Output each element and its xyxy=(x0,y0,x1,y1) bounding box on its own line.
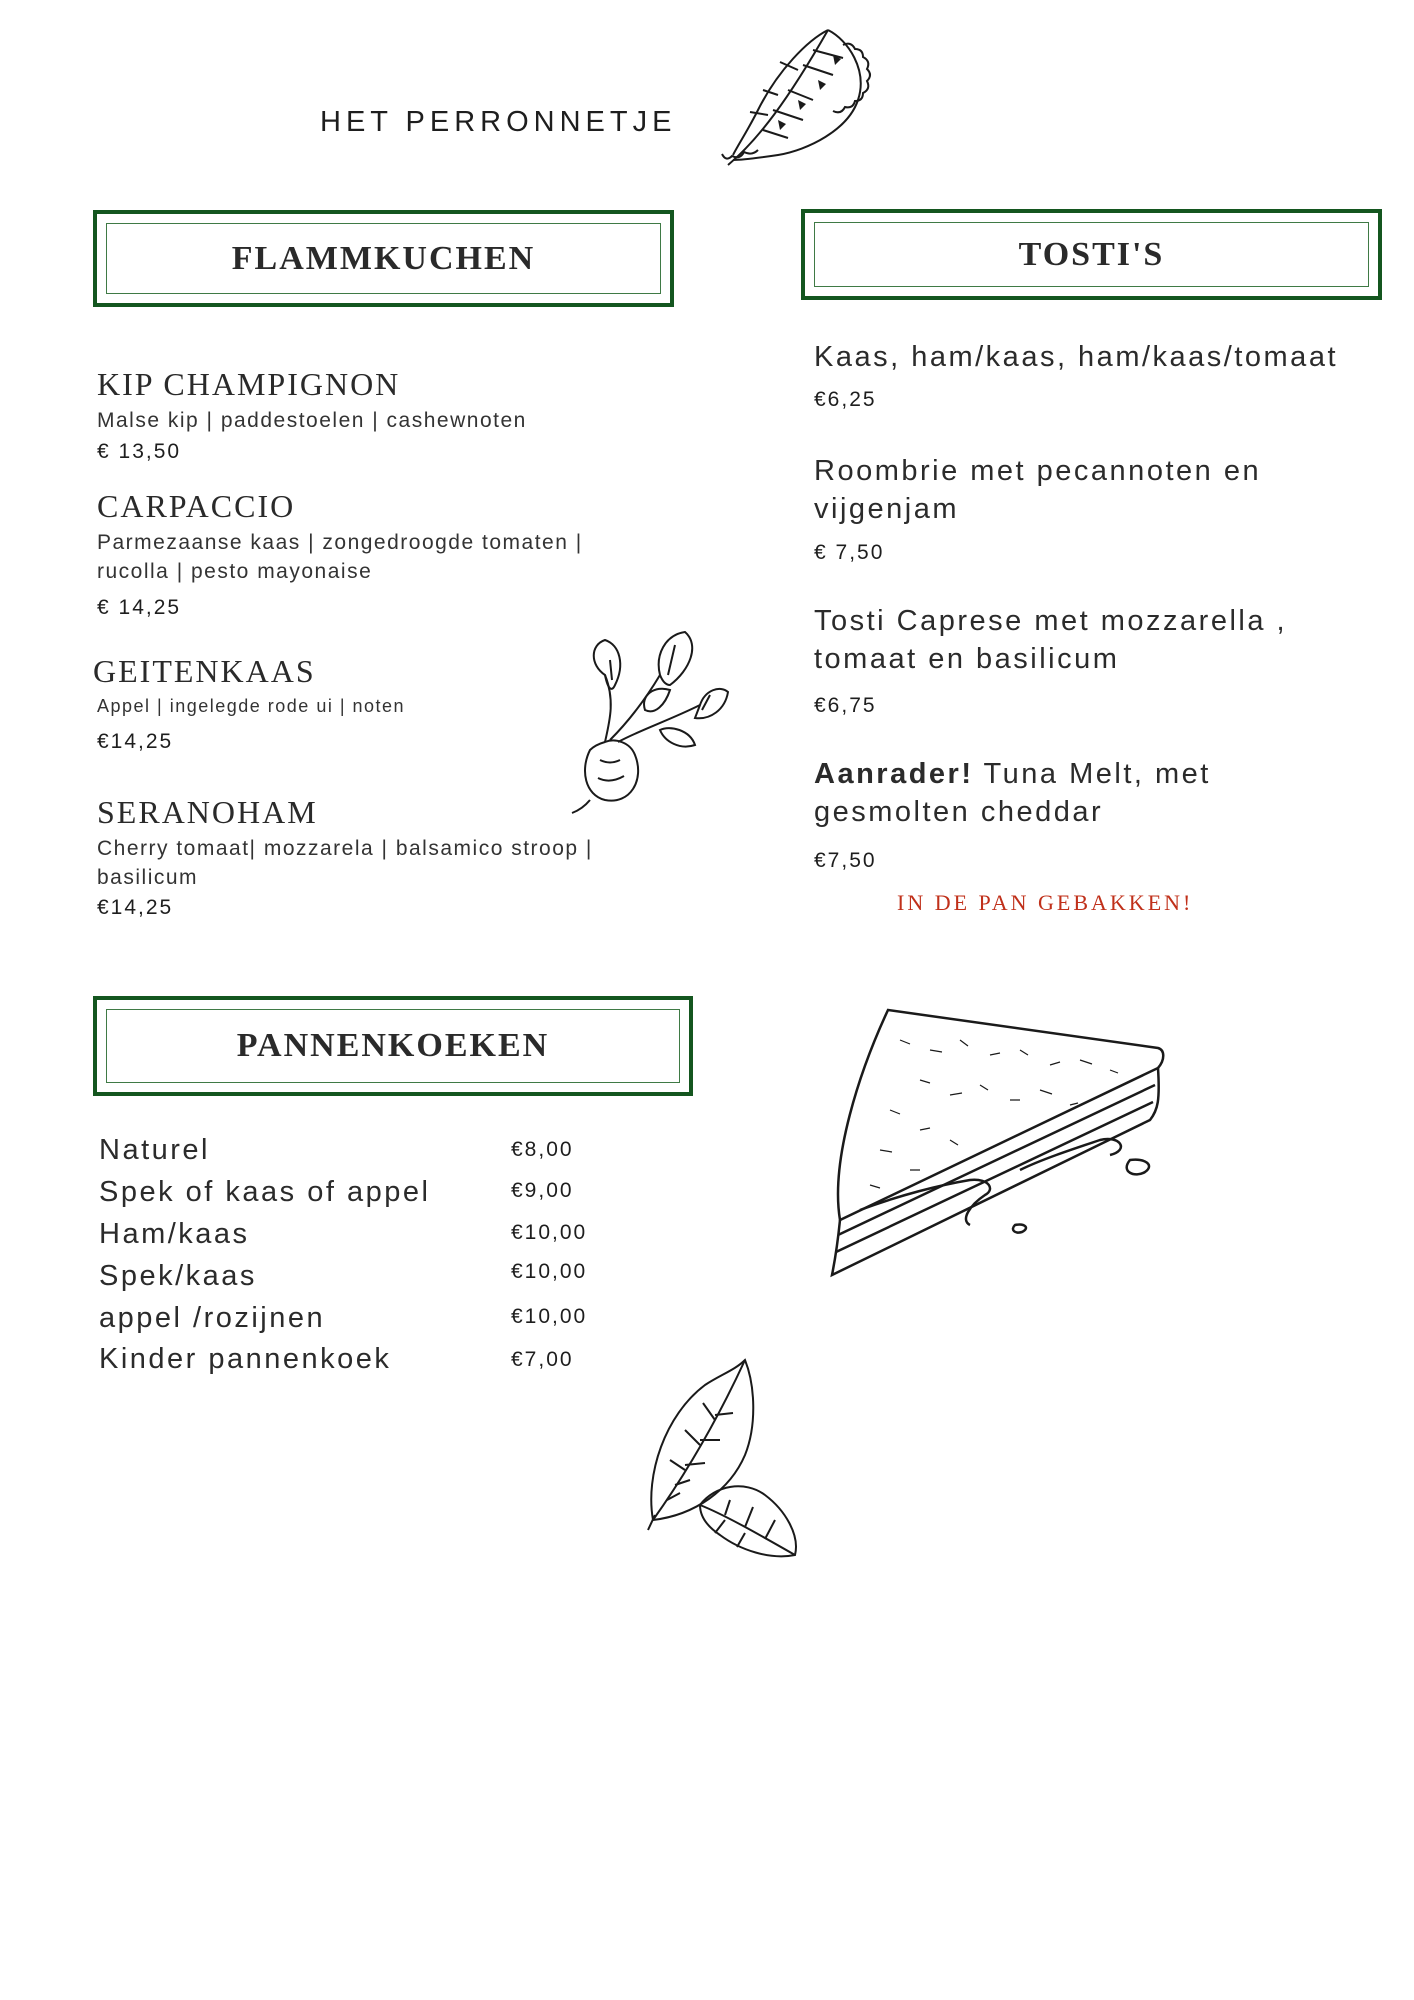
pancake-price: €10,00 xyxy=(511,1305,588,1328)
dish-price: €14,25 xyxy=(97,896,174,919)
dish-description: Malse kip | paddestoelen | cashewnoten xyxy=(97,409,527,432)
pancake-price: €10,00 xyxy=(511,1260,588,1283)
dish-name: KIP CHAMPIGNON xyxy=(97,366,401,402)
dish-description: Parmezaanse kaas | zongedroogde tomaten | rucolla | pesto mayonaise xyxy=(97,531,583,583)
pancake-price: €7,00 xyxy=(511,1348,574,1371)
dish-price: € 14,25 xyxy=(97,596,182,619)
pancake-price: €8,00 xyxy=(511,1138,574,1161)
dish-name: GEITENKAAS xyxy=(93,653,316,689)
pancake-name: Spek/kaas xyxy=(99,1260,257,1292)
tosti-price: € 7,50 xyxy=(814,541,885,564)
restaurant-title: HET PERRONNETJE xyxy=(320,106,677,138)
pancake-name: appel /rozijnen xyxy=(99,1302,326,1334)
dish-price: € 13,50 xyxy=(97,440,182,463)
tosti-price: €7,50 xyxy=(814,849,877,872)
pannenkoeken-header-frame xyxy=(93,996,693,1096)
flammkuchen-header-frame xyxy=(93,210,674,307)
pannenkoeken-title: PANNENKOEKEN xyxy=(236,1027,550,1064)
pancake-price: €10,00 xyxy=(511,1221,588,1244)
tosti-name xyxy=(814,755,1284,831)
kale-leaf-icon xyxy=(718,20,878,170)
pancake-name: Kinder pannenkoek xyxy=(99,1343,392,1375)
dish-name: SERANOHAM xyxy=(97,794,318,830)
beetroot-icon xyxy=(560,630,730,815)
tosti-price: €6,25 xyxy=(814,388,877,411)
tosti-name: Roombrie met pecannoten en vijgenjam xyxy=(814,455,1262,525)
pan-fried-note: IN DE PAN GEBAKKEN! xyxy=(897,890,1194,915)
dish-name: CARPACCIO xyxy=(97,488,296,524)
tostis-title: TOSTI'S xyxy=(1018,235,1165,273)
flammkuchen-title: FLAMMKUCHEN xyxy=(231,239,536,277)
tosti-name-text: Tuna Melt, met gesmolten cheddar xyxy=(814,758,1211,828)
tosti-price: €6,75 xyxy=(814,694,877,717)
tosti-name: Kaas, ham/kaas, ham/kaas/tomaat xyxy=(814,341,1338,373)
tosti-name: Tosti Caprese met mozzarella , tomaat en basilicum xyxy=(814,605,1288,675)
basil-leaves-icon xyxy=(645,1355,805,1560)
recommendation-label: Aanrader! xyxy=(814,758,974,790)
dish-description: Appel | ingelegde rode ui | noten xyxy=(97,696,406,716)
pancake-name: Spek of kaas of appel xyxy=(99,1176,431,1208)
pancake-name: Naturel xyxy=(99,1134,210,1166)
tostis-header-frame xyxy=(801,209,1382,300)
pancake-name: Ham/kaas xyxy=(99,1218,250,1250)
pancake-price: €9,00 xyxy=(511,1179,574,1202)
dish-description: Cherry tomaat| mozzarela | balsamico stroop | basilicum xyxy=(97,837,593,889)
dish-price: €14,25 xyxy=(97,730,174,753)
sandwich-icon xyxy=(820,1010,1165,1280)
